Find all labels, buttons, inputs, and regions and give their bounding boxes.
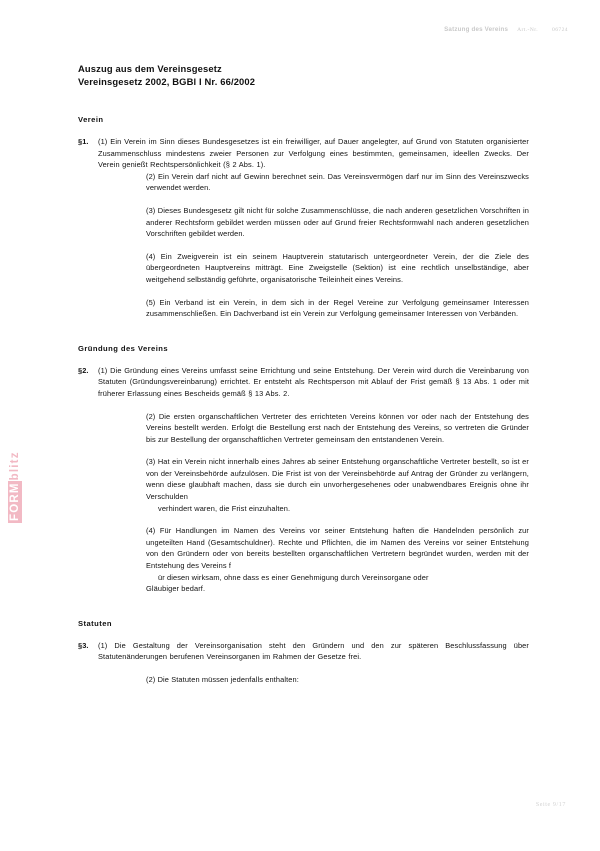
paragraph-2-3: (3) Hat ein Verein nicht innerhalb eines Jahres ab seiner Entstehung organschaftliche Vertreter bestellt, so ist er von der Vereinsbehörde aufzulösen. Die Frist ist von der Vereinsbehörde auf Antrag der Gründer zu verlängern, wenn diese glaubhaft machen, dass sie durch ein unvorhergesehenes oder unabwendbares Ereignis ohne ihr Verschulden	[146, 457, 529, 502]
paragraph-2-1	[78, 365, 529, 400]
paragraph-2-3-cont: verhindert waren, die Frist einzuhalten.	[158, 503, 291, 513]
paragraph-marker-3: §3.	[78, 640, 89, 650]
paragraph-1-1-text	[98, 136, 529, 171]
document-body	[78, 115, 529, 686]
paragraph-1-1	[78, 136, 529, 171]
paragraph-2-4: (4) Für Handlungen im Namen des Vereins vor seiner Entstehung haften die Handelnden persönlich zur ungeteilten Hand (Gesamtschuldner). Rechte und Pflichten, die im Namen des Vereins vor seiner Entstehung von den Gründern oder von bereits bestellten organschaftlichen Vertretern begründet wurden, werden mit der Entstehung des Vereins f	[146, 526, 529, 571]
paragraph-3-1-text	[98, 640, 529, 663]
paragraph-2-2: (2) Die ersten organschaftlichen Vertreter des errichteten Vereins können vor oder nach der Entstehung des Vereins bestellt werden. Erfolgt die Bestellung erst nach der Entstehung des Vereins, so vertreten die Gründer bis zur Bestellung der organschaftlichen Vertreter gemeinsam den entstandenen Verein.	[146, 411, 529, 444]
watermark-blitz-text: blitz	[9, 451, 21, 481]
page-title-line1: Auszug aus dem Vereinsgesetz	[78, 63, 222, 74]
section-heading-gruendung: Gründung des Vereins	[78, 343, 169, 353]
page-footer: Seite 9/17	[535, 802, 566, 808]
watermark-form-text: FORM	[9, 482, 21, 521]
paragraph-number-2-1: (1)	[98, 365, 108, 375]
header-title: Satzung des Vereins	[444, 26, 509, 33]
paragraph-1-1-body: Ein Verein im Sinn dieses Bundesgesetzes ist ein freiwilliger, auf Dauer angelegter, auf Grund von Statuten organisierter Zusammenschluss mindestens zweier Personen zur Verfolgung eines bestimmten, gemeinsamen, ideellen Zwecks. Der Verein genießt Rechtspersönlichkeit (§ 2 Abs. 1).	[98, 137, 529, 170]
page-title	[78, 62, 255, 88]
paragraph-1-4: (4) Ein Zweigverein ist ein seinem Hauptverein statutarisch untergeordneter Verein, der die Ziele des übergeordneten Hauptvereins mitträgt. Eine Zweigstelle (Sektion) ist eine rechtlich unselbständige, aber weitgehend selbständig geführte, organisatorische Teileinheit eines Vereins.	[146, 251, 529, 284]
paragraph-1-5: (5) Ein Verband ist ein Verein, in dem sich in der Regel Vereine zur Verfolgung gemeinsamer Interessen zusammenschließen. Ein Dachverband ist ein Verein zur Verfolgung gemeinsamer Interessen von Verbänden.	[146, 297, 529, 319]
paragraph-2-4-end: Gläubiger bedarf.	[146, 584, 206, 594]
paragraph-2-1-body: Die Gründung eines Vereins umfasst seine Errichtung und seine Entstehung. Der Verein wird durch die Vereinbarung von Statuten (Gründungsvereinbarung) errichtet. Er entsteht als Rechtsperson mit Ablauf der Frist gemäß § 13 Abs. 1 oder mit früherer Erlassung eines Bescheids gemäß § 13 Abs. 2.	[98, 365, 529, 398]
paragraph-1-3: (3) Dieses Bundesgesetz gilt nicht für solche Zusammenschlüsse, die nach anderen gesetzlichen Vorschriften in anderer Rechtsform gebildet werden müssen oder auf Grund freier Rechtsformwahl nach anderen gesetzlichen Vorschriften gebildet werden.	[146, 205, 529, 239]
header-article-number: 06724	[552, 27, 568, 33]
paragraph-marker-2: §2.	[78, 365, 89, 375]
paragraph-1-2: (2) Ein Verein darf nicht auf Gewinn berechnet sein. Das Vereinsvermögen darf nur im Sinn des Vereinszwecks verwendet werden.	[146, 171, 529, 193]
section-heading-statuten: Statuten	[78, 618, 112, 628]
paragraph-number-3-1: (1)	[98, 640, 108, 650]
formblitz-watermark	[8, 437, 22, 523]
paragraph-2-1-text	[98, 365, 529, 400]
paragraph-number-1-1: (1)	[98, 137, 108, 146]
paragraph-3-1-body: Die Gestaltung der Vereinsorganisation steht den Gründern und den zur späteren Beschlussfassung über Statutenänderungen berufenen Vereinsorganen im Rahmen der Gesetze frei.	[98, 640, 529, 662]
paragraph-3-1	[78, 640, 529, 663]
paragraph-3-2: (2) Die Statuten müssen jedenfalls enthalten:	[146, 675, 299, 684]
paragraph-2-4-cont: ür diesen wirksam, ohne dass es einer Genehmigung durch Vereinsorgane oder	[158, 572, 429, 582]
section-heading-verein: Verein	[78, 115, 104, 124]
header-article-label: Art.-Nr.	[517, 27, 539, 33]
document-header	[444, 26, 568, 33]
page-title-line2: Vereinsgesetz 2002, BGBl I Nr. 66/2002	[78, 76, 256, 87]
paragraph-marker-1: §1.	[78, 137, 89, 146]
